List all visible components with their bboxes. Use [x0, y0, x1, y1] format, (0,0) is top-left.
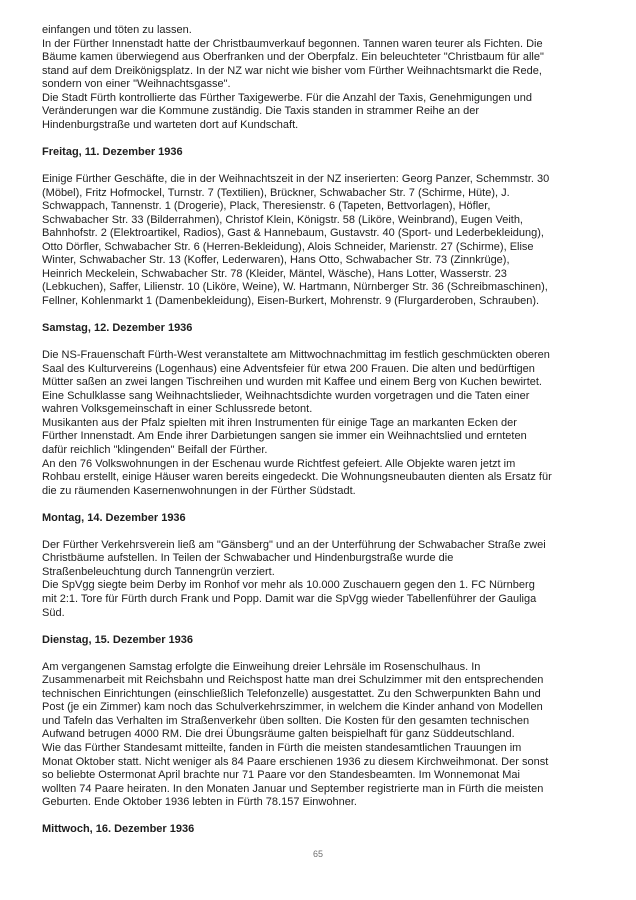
text-line: Dienstag, 15. Dezember 1936: [42, 633, 194, 646]
text-line: Heinrich Meckelein, Schwabacher Str. 78 (Kleider, Mäntel, Wäsche), Hans Lotter, Wasserstr. 23: [42, 267, 507, 280]
text-line: An den 76 Volkswohnungen in der Eschenau wurde Richtfest gefeiert. Alle Objekte waren jetzt im: [42, 457, 516, 470]
text-paragraph: [42, 539, 596, 620]
text-paragraph: [42, 24, 596, 132]
text-line: Monat Oktober statt. Nicht weniger als 84 Paare erschienen 1936 zu diesem Kirchweihmonat. Der sonst: [42, 755, 549, 768]
text-line: Aufwand betrugen 4000 RM. Die drei Übungsräume galten beispielhaft für ganz Süddeutschland.: [42, 728, 515, 741]
text-line: Fürther Innenstadt. Am Ende ihrer Darbietungen sangen sie immer ein Weihnachtslied und ernteten: [42, 430, 527, 443]
text-line: Straßenbeleuchtung durch Tannengrün verziert.: [42, 565, 275, 578]
text-line: Otto Dörfler, Schwabacher Str. 6 (Herren-Bekleidung), Alois Schneider, Marienstr. 27 (Schirme), Elise: [42, 240, 534, 253]
text-line: wahren Volksgemeinschaft in einer Schlussrede betont.: [42, 403, 313, 416]
text-paragraph: [42, 661, 596, 810]
text-line: Bäume kamen überwiegend aus Oberfranken und der Oberpfalz. Ein beleuchteter "Christbaum für alle": [42, 51, 544, 64]
text-line: Schwappach, Tannenstr. 1 (Drogerie), Plack, Theresienstr. 6 (Tapeten, Bettvorlagen), Höfler,: [42, 200, 491, 213]
text-line: wollten 74 Paare heiraten. In den Monaten Januar und September registrierte man in Fürth die meisten: [42, 782, 544, 795]
date-heading: [42, 823, 596, 837]
text-line: Am vergangenen Samstag erfolgte die Einweihung dreier Lehrsäle im Rosenschulhaus. In: [42, 660, 481, 673]
text-line: Samstag, 12. Dezember 1936: [42, 322, 193, 335]
text-line: Winter, Schwabacher Str. 13 (Koffer, Lederwaren), Hans Otto, Schwabacher Str. 73 (Zinnkrüge),: [42, 254, 510, 267]
text-line: die zu räumenden Kasernenwohnungen in der Fürther Südstadt.: [42, 484, 356, 497]
text-line: (Möbel), Fritz Hofmockel, Turnstr. 7 (Textilien), Brückner, Schwabacher Str. 7 (Schirme, Hüte), J.: [42, 186, 510, 199]
text-line: Die SpVgg siegte beim Derby im Ronhof vor mehr als 10.000 Zuschauern gegen den 1. FC Nürnberg: [42, 579, 535, 592]
text-line: Geburten. Ende Oktober 1936 lebten in Fürth 78.157 Einwohner.: [42, 796, 357, 809]
page-number: 65: [312, 849, 323, 859]
text-line: Einige Fürther Geschäfte, die in der Weihnachtszeit in der NZ inserierten: Georg Panzer, Schemmstr. 30: [42, 173, 550, 186]
text-line: und Tafeln das Verhalten im Straßenverkehr üben sollten. Die Kosten für den gesamten technischen: [42, 714, 530, 727]
text-paragraph: [42, 173, 596, 308]
text-line: Christbäume aufstellen. In Teilen der Schwabacher und Hindenburgstraße wurde die: [42, 552, 454, 565]
date-heading: [42, 322, 596, 336]
text-paragraph: [42, 349, 596, 498]
document-content: [42, 24, 596, 850]
text-line: Zusammenarbeit mit Reichsbahn und Reichspost hatte man drei Schulzimmer mit den entsprechenden: [42, 674, 544, 687]
text-line: Hindenburgstraße und warteten dort auf Kundschaft.: [42, 118, 299, 131]
text-line: Die NS-Frauenschaft Fürth-West veranstaltete am Mittwochnachmittag im festlich geschmückten oberen: [42, 349, 550, 362]
text-line: Rohbau erstellt, einige Häuser waren bereits eingedeckt. Die Wohnungsneubauten dienten als Ersatz für: [42, 471, 552, 484]
text-line: Süd.: [42, 606, 65, 619]
text-line: Freitag, 11. Dezember 1936: [42, 145, 183, 158]
date-heading: [42, 512, 596, 526]
text-line: (Lebkuchen), Saffer, Lilienstr. 10 (Liköre, Weine), W. Hartmann, Nürnberger Str. 36 (Schreibmaschinen),: [42, 281, 548, 294]
text-line: Bahnhofstr. 2 (Elektroartikel, Radios), Gast & Hannebaum, Gustavstr. 40 (Sport- und Lederbekleidung),: [42, 227, 544, 240]
text-line: Fellner, Kohlenmarkt 1 (Damenbekleidung), Eisen-Burkert, Mohrenstr. 9 (Flurgarderoben, Schrauben).: [42, 294, 540, 307]
text-line: technischen Einrichtungen (einschließlich Telefonzelle) ausgestattet. Zu den Schwerpunkten Bahn und: [42, 687, 541, 700]
text-line: Mittwoch, 16. Dezember 1936: [42, 823, 195, 836]
text-line: Schwabacher Str. 33 (Bilderrahmen), Christof Klein, Königstr. 58 (Liköre, Weinbrand), Eugen Veith,: [42, 213, 523, 226]
text-line: so beliebte Ostermonat April brachte nur 71 Paare vor den Standesbeamten. Im Wonnemonat Mai: [42, 769, 520, 782]
date-heading: [42, 634, 596, 648]
text-line: einfangen und töten zu lassen.: [42, 24, 192, 36]
text-line: stand auf dem Dreikönigsplatz. In der NZ war nicht wie bisher vom Fürther Weihnachtsmarkt die Rede,: [42, 64, 542, 77]
text-line: dafür reichlich "klingenden" Beifall der Fürther.: [42, 443, 268, 456]
text-line: Mütter saßen an zwei langen Tischreihen und wurden mit Kaffee und einem Berg von Kuchen bewirtet.: [42, 376, 542, 389]
text-line: Montag, 14. Dezember 1936: [42, 511, 186, 524]
text-line: Post (je ein Zimmer) kam noch das Schulverkehrszimmer, in welchem die Kinder anhand von Modellen: [42, 701, 543, 714]
text-line: sondern von einer "Weihnachtsgasse".: [42, 78, 231, 91]
text-line: Die Stadt Fürth kontrollierte das Fürther Taxigewerbe. Für die Anzahl der Taxis, Genehmigungen und: [42, 91, 532, 104]
text-line: In der Fürther Innenstadt hatte der Christbaumverkauf begonnen. Tannen waren teurer als Fichten. Die: [42, 37, 543, 50]
text-line: Eine Schulklasse sang Weihnachtslieder, Weihnachtsdichte wurden vorgetragen und die Taten einer: [42, 389, 530, 402]
text-line: Musikanten aus der Pfalz spielten mit ihren Instrumenten für einige Tage an markanten Ecken der: [42, 416, 517, 429]
text-line: Veränderungen war die Kommune zuständig. Die Taxis standen in strammer Reihe an der: [42, 105, 479, 118]
text-line: mit 2:1. Tore für Fürth durch Frank und Popp. Damit war die SpVgg wieder Tabellenführer der Gauliga: [42, 592, 537, 605]
text-line: Wie das Fürther Standesamt mitteilte, fanden in Fürth die meisten standesamtlichen Trauungen im: [42, 741, 522, 754]
text-line: Der Fürther Verkehrsverein ließ am "Gänsberg" und an der Unterführung der Schwabacher Straße zwei: [42, 538, 546, 551]
text-line: Saal des Kulturvereins (Logenhaus) eine Adventsfeier für etwa 200 Frauen. Die alten und bedürftigen: [42, 362, 535, 375]
date-heading: [42, 146, 596, 160]
